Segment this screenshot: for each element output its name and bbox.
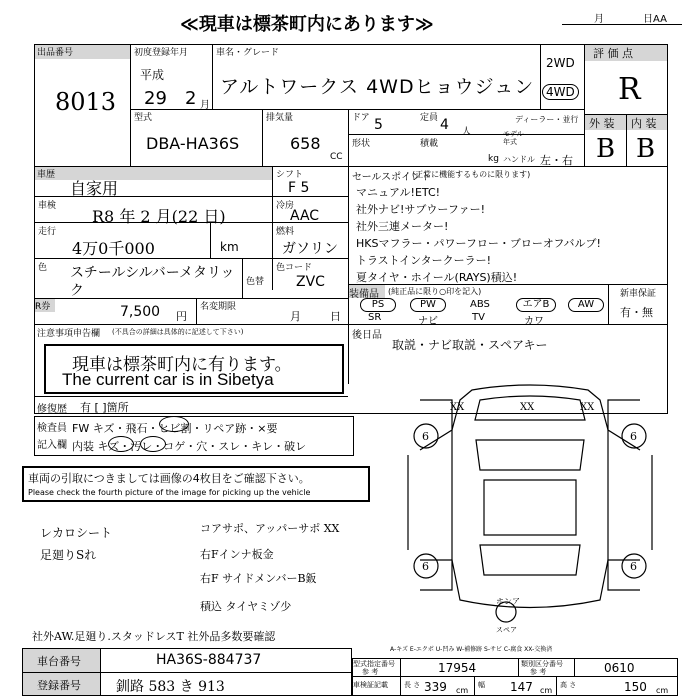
exterior-value: B	[596, 134, 616, 164]
handle-label: ハンドル	[503, 155, 535, 164]
selling-point: トラストインタークーラー!	[356, 254, 492, 267]
chassis-value: HA36S-884737	[156, 652, 262, 668]
length-value: 339	[424, 680, 447, 694]
dealer-label: ディーラー・並行	[515, 115, 579, 124]
shift-value: F 5	[288, 180, 310, 196]
repair-label: 修復歴	[37, 404, 67, 415]
selling-point: HKSマフラー・パワーフロー・ブローオフバルブ!	[356, 237, 601, 250]
spare-label: スペア	[496, 626, 517, 634]
evaluation-value: R	[618, 72, 641, 107]
shift-label: シフト	[276, 170, 304, 180]
doors-value: 5	[374, 117, 383, 133]
displacement-label: 排気量	[266, 113, 294, 123]
car-windshield	[476, 440, 584, 470]
class-number-value: 0610	[604, 661, 635, 675]
tire-depth-rr: 6	[630, 560, 637, 573]
equipment-airbag: エアB	[516, 298, 556, 312]
inspection-label: 車検	[38, 201, 57, 211]
first-reg-era: 平成	[140, 68, 165, 82]
model-value: DBA-HA36S	[146, 134, 240, 153]
registration-label: 登録番号	[23, 673, 100, 695]
car-diagram	[380, 360, 680, 640]
length-label: 長 さ	[404, 681, 421, 689]
history-value: 自家用	[70, 179, 119, 198]
ac-label: 冷房	[276, 201, 295, 211]
selling-point: マニュアル!ETC!	[356, 186, 441, 199]
displacement-value: 658	[290, 134, 321, 153]
handwritten-bottom: 社外AW.足廻り.スタッドレスT 社外品多数要確認	[32, 630, 276, 643]
inspector-row2: 内装 キズ・汚レ・コゲ・穴・スレ・キレ・破レ	[72, 440, 307, 453]
equipment-leather: カワ	[524, 316, 544, 327]
doors-label: ドア	[352, 113, 370, 123]
xx-mark-right: XX	[580, 402, 595, 413]
equipment-note: (純正品に限り○印を記入)	[388, 287, 482, 296]
displacement-unit: CC	[330, 152, 343, 162]
handwritten-right3: 右F サイドメンバーB鈑	[200, 572, 317, 585]
pickup-jp: 車両の引取につきましては画像の4枚目をご確認下さい。	[28, 472, 310, 485]
fuel-label: 燃料	[276, 227, 295, 237]
exterior-label: 外 装	[585, 115, 626, 130]
selling-point: 社外三連メーター!	[356, 220, 449, 233]
interior-value: B	[636, 134, 656, 164]
accessories-value: 取説・ナビ取説・スペアキー	[392, 338, 548, 352]
capacity-label: 定員	[420, 113, 439, 123]
equipment-aw: AW	[568, 298, 604, 312]
class-number-sub: 参 考	[530, 668, 547, 676]
load-label: 積載	[420, 139, 439, 149]
mileage-value: 4万0千000	[72, 239, 155, 258]
selling-points-list	[356, 184, 601, 286]
model-year-label: モデル 年式	[503, 130, 524, 146]
recycle-label: R券	[35, 299, 55, 312]
handwritten-left2: 足廻りSれ	[40, 548, 97, 562]
handwritten-left1: レカロシート	[40, 526, 113, 540]
title-deadline-label: 名変期限	[200, 302, 237, 312]
repair-value: 有 [ ]箇所	[80, 401, 129, 414]
car-rear-window	[480, 545, 580, 575]
color-label: 色	[38, 263, 48, 273]
xx-mark-left: XX	[450, 402, 465, 413]
recycle-unit: 円	[176, 310, 187, 323]
equipment-sr: SR	[368, 312, 382, 323]
handle-value: 左・右	[540, 154, 573, 167]
height-unit: cm	[656, 686, 669, 695]
height-value: 150	[624, 680, 647, 694]
first-reg-month: 2	[185, 88, 197, 109]
first-reg-year: 29	[144, 88, 167, 109]
header-title: ≪現車は標茶町内にあります≫	[180, 14, 434, 35]
notes-sub: (不具合の詳細は具体的に記述して下さい)	[112, 328, 244, 336]
type-number-value: 17954	[438, 661, 477, 675]
tire-depth-rl: 6	[422, 560, 429, 573]
xx-mark-center: XX	[520, 402, 535, 413]
notice-jp: 現車は標茶町内に有ります。	[72, 355, 292, 375]
width-value: 147	[510, 680, 533, 694]
ac-value: AAC	[290, 208, 320, 224]
fuel-value: ガソリン	[282, 241, 338, 257]
drive-4wd: 4WD	[542, 84, 579, 100]
first-reg-month-unit: 月	[200, 100, 210, 111]
selling-points-label: セールスポイント	[352, 172, 432, 183]
selling-point: 夏タイヤ・ホイール(RAYS)積込!	[356, 271, 518, 284]
handwritten-right1: コアサポ、アッパーサポ XX	[200, 522, 340, 535]
handwritten-right2: 右Fインナ板金	[200, 548, 274, 561]
length-unit: cm	[456, 686, 469, 695]
shape-label: 形状	[352, 139, 371, 149]
dimensions-label: 車検証記載	[353, 681, 388, 689]
width-label: 幅	[478, 681, 485, 689]
new-record-value: 有・無	[620, 306, 653, 319]
spare-mark: ホンア	[496, 597, 520, 606]
inspector-label: 検査員 記入欄	[37, 423, 67, 451]
selling-points-note: (正常に機能するものに限ります)	[412, 170, 531, 179]
accessories-label: 後日品	[352, 330, 382, 341]
tire-depth-fr: 6	[630, 430, 637, 443]
color-code-value: ZVC	[296, 274, 325, 290]
inspector-circle-mark	[108, 436, 134, 452]
car-name-label: 車名・グレード	[216, 48, 280, 58]
title-deadline-day: 日	[330, 310, 341, 323]
title-deadline-month: 月	[290, 310, 301, 323]
inspector-circle-mark	[159, 416, 189, 432]
inspector-row1: FW キズ・飛石・ヒビ割・リペア跡・×要	[72, 422, 278, 435]
recycle-value: 7,500	[120, 304, 161, 320]
inspection-value: R8 年 2 月(22 日)	[92, 207, 226, 226]
car-roof	[484, 480, 576, 535]
tire-depth-fl: 6	[422, 430, 429, 443]
equipment-navi: ナビ	[418, 316, 438, 327]
history-label: 車歴	[35, 167, 272, 180]
mileage-label: 走行	[38, 227, 57, 237]
month-label: 月	[594, 14, 604, 25]
lot-label: 出品番号	[35, 45, 130, 59]
new-record-label: 新車保証	[620, 289, 657, 299]
pickup-en: Please check the fourth picture of the image for picking up the vehicle	[28, 488, 311, 497]
mileage-unit: km	[220, 240, 239, 254]
diagram-legend: A-キズ E-エクボ U-凹み W-補修跡 S-サビ C-腐食 XX-交換済	[390, 646, 553, 653]
color-change-label: 色替	[246, 277, 265, 287]
capacity-unit: 人	[462, 127, 472, 137]
color-code-label: 色コード	[276, 263, 313, 273]
class-number-label: 類別区分番号	[521, 660, 563, 668]
day-label: 日AA	[643, 14, 667, 25]
interior-label: 内 装	[627, 115, 667, 130]
lot-value: 8013	[55, 88, 117, 116]
handwritten-right4: 積込 タイヤミゾ少	[200, 600, 292, 613]
notice-en: The current car is in Sibetya	[62, 370, 274, 389]
equipment-tv: TV	[472, 312, 485, 323]
equipment-label: 装備品	[349, 285, 385, 298]
load-unit: kg	[488, 154, 499, 164]
type-number-sub: 参 考	[362, 668, 379, 676]
evaluation-label: 評 価 点	[585, 45, 667, 61]
drive-2wd: 2WD	[546, 56, 575, 70]
car-name-value: アルトワークス 4WDヒョウジュン	[220, 76, 535, 98]
width-unit: cm	[540, 686, 553, 695]
first-reg-label: 初度登録年月	[134, 48, 189, 58]
equipment-pw: PW	[410, 298, 446, 312]
height-label: 高 さ	[560, 681, 577, 689]
chassis-label: 車台番号	[23, 649, 100, 672]
inspector-circle-mark	[140, 436, 166, 452]
registration-value: 釧路 583 き 913	[116, 679, 225, 695]
notes-label: 注意事項申告欄	[37, 329, 101, 339]
equipment-ps: PS	[360, 298, 396, 312]
color-value: スチールシルバーメタリック	[70, 265, 235, 299]
capacity-value: 4	[440, 117, 449, 133]
selling-point: 社外ナビ!サブウーファー!	[356, 203, 486, 216]
model-label: 型式	[134, 113, 153, 123]
type-number-label: 型式指定番号	[353, 660, 395, 668]
equipment-abs: ABS	[470, 299, 490, 310]
